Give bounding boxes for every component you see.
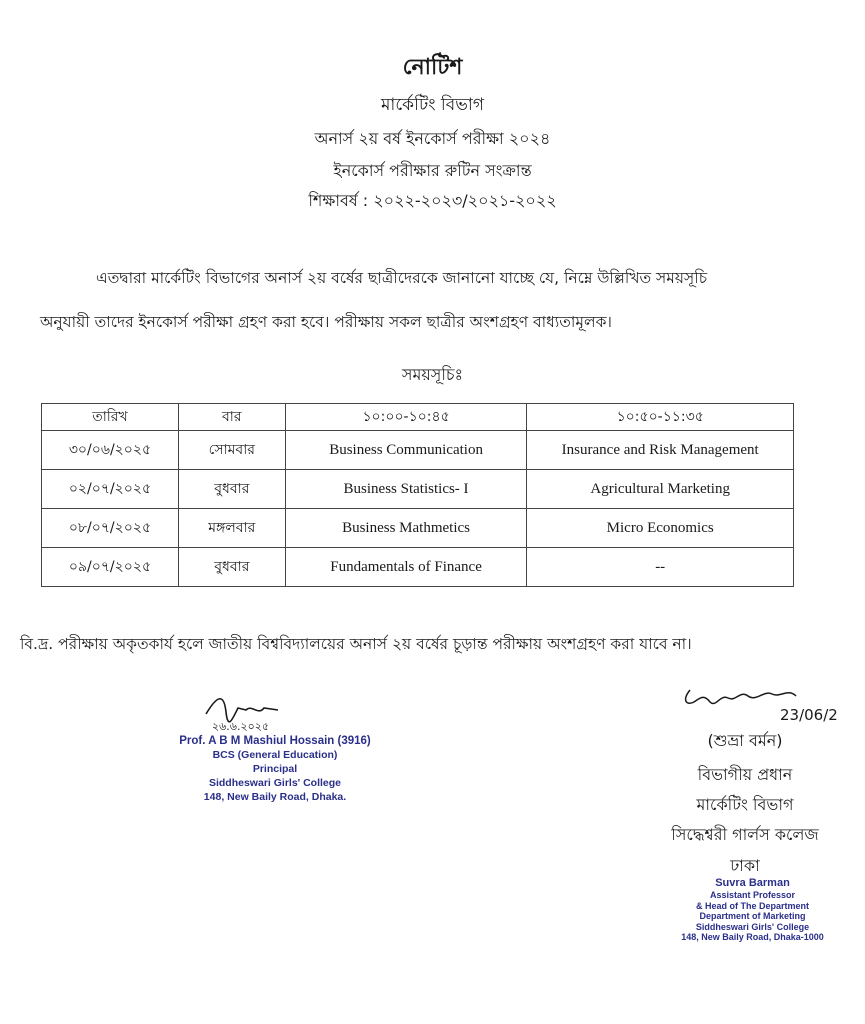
slot-2-course: Micro Economics [527,509,794,548]
slot-2-course: Agricultural Marketing [527,470,794,509]
head-stamp [655,877,850,943]
slot-1-course: Business Communication [285,431,527,470]
exam-routine-table [41,403,794,587]
stamp-line: BCS (General Education) [212,749,338,761]
stamp-line: Siddheswari Girls' College [695,921,810,932]
exam-day: বুধবার [178,548,285,587]
exam-title: অনার্স ২য় বর্ষ ইনকোর্স পরীক্ষা ২০২৪ [314,129,551,148]
notice-title: নোটিশ [402,55,463,80]
exam-day: মঙ্গলবার [178,509,285,548]
stamp-line: Department of Marketing [699,911,806,921]
principal-stamp [150,734,400,804]
body-line-1: এতদ্বারা মার্কেটিং বিভাগের অনার্স ২য় বর্ষের ছাত্রীদেরকে জানানো যাচ্ছে যে, নিম্নে উল্লিখিত সময়সূচি [96,269,708,287]
exam-date: ০৯/০৭/২০২৫ [42,548,179,587]
notice-subject: ইনকোর্স পরীক্ষার রুটিন সংক্রান্ত [333,161,532,180]
head-department: মার্কেটিং বিভাগ [696,795,794,814]
slot-1-course: Business Mathmetics [285,509,527,548]
principal-signature-date: ২৬.৬.২০২৫ [212,720,270,733]
academic-session: শিক্ষাবর্ষ : ২০২২-২০২৩/২০২১-২০২২ [308,191,557,210]
table-header-row [42,404,794,431]
body-line-2: অনুযায়ী তাদের ইনকোর্স পরীক্ষা গ্রহণ করা হবে। পরীক্ষায় সকল ছাত্রীর অংশগ্রহণ বাধ্যতামূলক। [40,313,612,331]
slot-1-course: Business Statistics- I [285,470,527,509]
table-row [42,509,794,548]
head-college: সিদ্ধেশ্বরী গার্লস কলেজ [671,825,819,844]
stamp-line: 148, New Baily Road, Dhaka-1000 [681,932,824,942]
column-header-day: বার [178,404,285,431]
head-city: ঢাকা [730,856,760,875]
table-row [42,470,794,509]
stamp-line: Prof. A B M Mashiul Hossain (3916) [179,735,371,747]
stamp-line: Assistant Professor [709,890,796,900]
column-header-date: তারিখ [42,404,179,431]
principal-signature-block [150,690,430,804]
department-name: মার্কেটিং বিভাগ [380,95,484,115]
stamp-line: 148, New Baily Road, Dhaka. [203,791,347,803]
footnote: বি.দ্র. পরীক্ষায় অকৃতকার্য হলে জাতীয় বিশ্ববিদ্যালয়ের অনার্স ২য় বর্ষের চূড়ান্ত পরীক্ষায় অংশগ্রহণ করা যাবে না। [20,635,692,653]
slot-1-course: Fundamentals of Finance [285,548,527,587]
column-header-slot-1: ১০:০০-১০:৪৫ [285,404,527,431]
slot-2-course: Insurance and Risk Management [527,431,794,470]
stamp-line: & Head of The Department [695,900,809,911]
exam-day: বুধবার [178,470,285,509]
stamp-line: Principal [252,763,298,775]
head-signature-date: 23/06/2 [780,706,838,724]
stamp-line: Suvra Barman [715,877,790,889]
head-signature-block [620,672,860,724]
head-name: (শুভ্রা বর্মন) [707,731,783,750]
head-signature-scribble [620,672,855,724]
exam-date: ৩০/০৬/২০২৫ [42,431,179,470]
exam-day: সোমবার [178,431,285,470]
exam-date: ০৮/০৭/২০২৫ [42,509,179,548]
stamp-line: Siddheswari Girls' College [208,777,342,789]
principal-signature-scribble [198,690,318,734]
slot-2-course: -- [527,548,794,587]
table-row [42,431,794,470]
table-row [42,548,794,587]
exam-date: ০২/০৭/২০২৫ [42,470,179,509]
column-header-slot-2: ১০:৫০-১১:৩৫ [527,404,794,431]
head-designation: বিভাগীয় প্রধান [697,765,793,784]
schedule-title: সময়সূচিঃ [401,365,464,384]
